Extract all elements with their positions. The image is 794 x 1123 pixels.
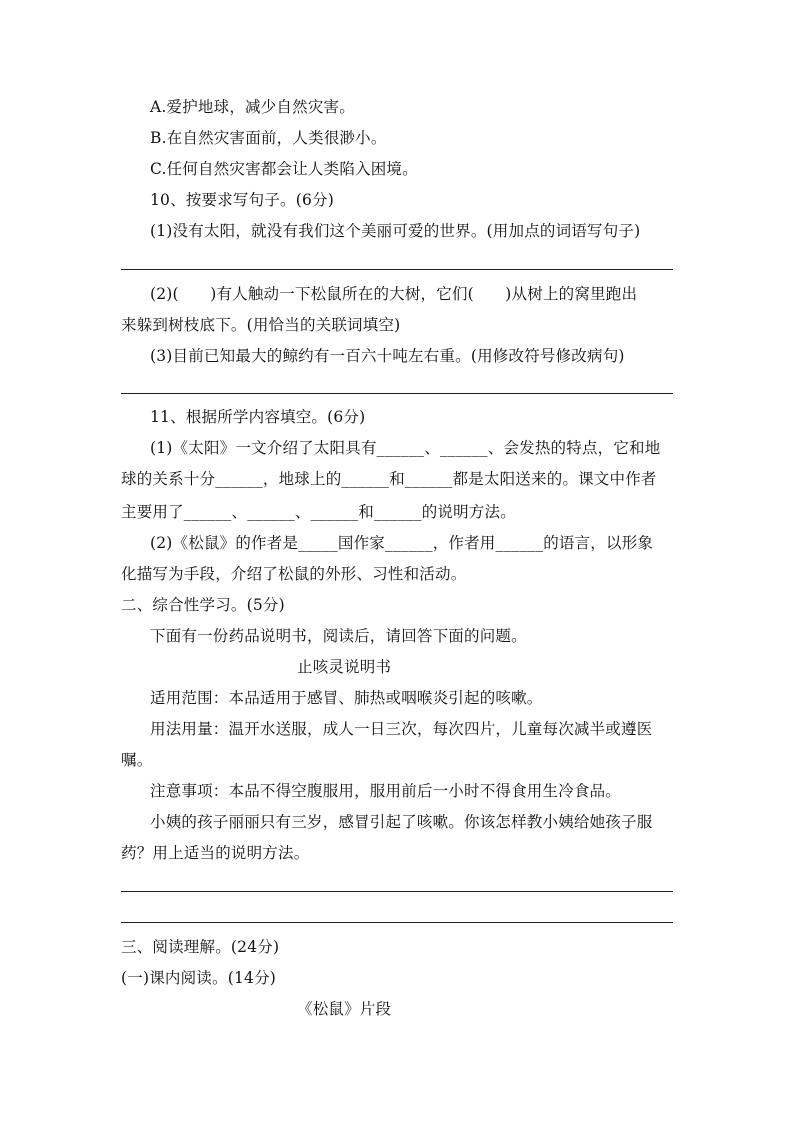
question-11-item-2-cont: 化描写为手段，介绍了松鼠的外形、习性和活动。 <box>121 565 467 583</box>
answer-line[interactable] <box>121 269 673 270</box>
medicine-instructions-title: 止咳灵说明书 <box>297 658 392 676</box>
answer-line[interactable] <box>121 891 673 892</box>
answer-line[interactable] <box>121 922 673 923</box>
section-2-question-cont: 药？用上适当的说明方法。 <box>121 844 310 862</box>
section-2-question: 小姨的孩子丽丽只有三岁，感冒引起了咳嗽。你该怎样教小姨给她孩子服 <box>150 813 653 831</box>
section-3-title: 三、阅读理解。(24分) <box>121 938 280 956</box>
medicine-dosage-cont: 嘱。 <box>121 751 153 769</box>
option-b: B.在自然灾害面前，人类很渺小。 <box>150 129 387 147</box>
question-11-item-2: (2)《松鼠》的作者是_____国作家______，作者用______的语言，以形象 <box>150 534 654 552</box>
question-11-item-1-cont: 球的关系十分______，地球上的______和______都是太阳送来的。课文中作者 <box>121 470 657 488</box>
question-10-item-2-cont: 来躲到树枝底下。(用恰当的关联词填空) <box>121 316 401 334</box>
option-c: C.任何自然灾害都会让人类陷入困境。 <box>150 160 418 178</box>
answer-line[interactable] <box>121 393 673 394</box>
section-2-intro: 下面有一份药品说明书，阅读后，请回答下面的问题。 <box>150 627 527 645</box>
medicine-notes: 注意事项：本品不得空腹服用，服用前后一小时不得食用生冷食品。 <box>150 782 622 800</box>
question-11-item-1-cont2: 主要用了______、______、______和______的说明方法。 <box>121 503 516 521</box>
section-3-subtitle: (一)课内阅读。(14分) <box>121 969 277 987</box>
section-2-title: 二、综合性学习。(5分) <box>121 596 285 614</box>
question-10-title: 10、按要求写句子。(6分) <box>150 191 334 209</box>
question-10-item-1: (1)没有太阳，就没有我们这个美丽可爱的世界。(用加点的词语写句子) <box>150 222 641 240</box>
question-11-item-1: (1)《太阳》一文介绍了太阳具有______、______、会发热的特点，它和地 <box>150 439 661 457</box>
question-10-item-2: (2)( )有人触动一下松鼠所在的大树，它们( )从树上的窝里跑出 <box>150 285 638 303</box>
passage-title: 《松鼠》片段 <box>297 1000 392 1018</box>
medicine-scope: 适用范围：本品适用于感冒、肺热或咽喉炎引起的咳嗽。 <box>150 689 543 707</box>
question-11-title: 11、根据所学内容填空。(6分) <box>150 408 366 426</box>
question-10-item-3: (3)目前已知最大的鲸约有一百六十吨左右重。(用修改符号修改病句) <box>150 347 625 365</box>
medicine-dosage: 用法用量：温开水送服，成人一日三次，每次四片，儿童每次减半或遵医 <box>150 720 653 738</box>
option-a: A.爱护地球，减少自然灾害。 <box>150 98 355 116</box>
